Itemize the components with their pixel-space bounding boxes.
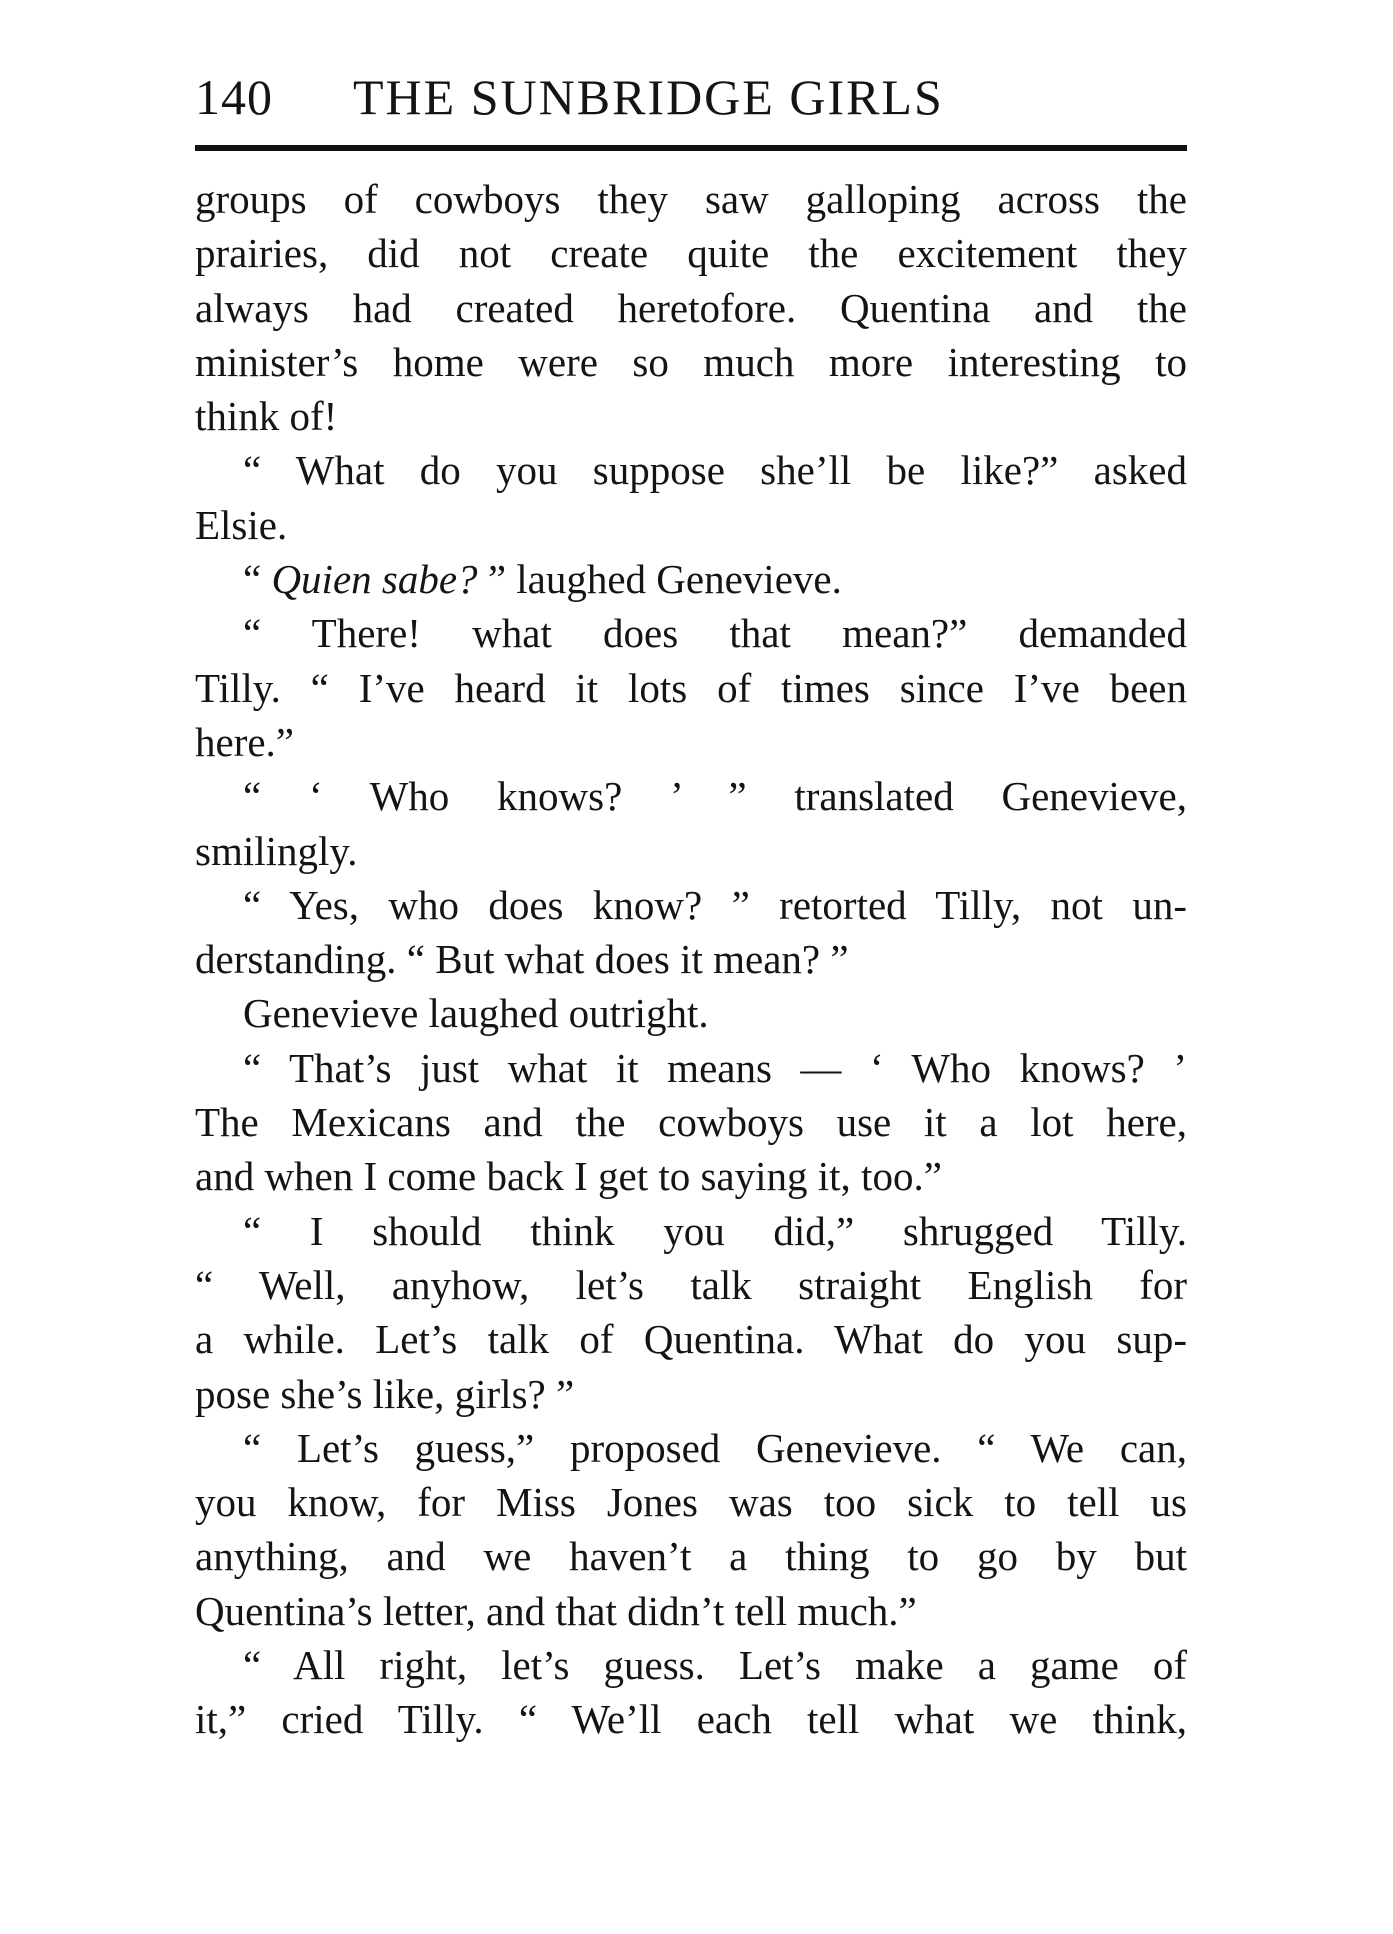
- text-line: you know, for Miss Jones was too sick to tell us: [195, 1479, 1187, 1526]
- text-line: pose she’s like, girls? ”: [195, 1370, 575, 1417]
- text-line: “ What do you suppose she’ll be like?” asked: [243, 447, 1187, 494]
- text-line: here.”: [195, 718, 294, 765]
- text-line: a while. Let’s talk of Quentina. What do you sup-: [195, 1316, 1187, 1363]
- text-line: “ Well, anyhow, let’s talk straight English for: [195, 1261, 1187, 1308]
- text-line: The Mexicans and the cowboys use it a lot here,: [195, 1099, 1187, 1146]
- text-line: “ Let’s guess,” proposed Genevieve. “ We can,: [243, 1424, 1187, 1471]
- page-number: 140: [195, 69, 273, 125]
- text-line: derstanding. “ But what does it mean? ”: [195, 936, 849, 983]
- text-line: “ There! what does that mean?” demanded: [243, 610, 1187, 657]
- text-line: “ Quien sabe? ” laughed Genevieve.: [243, 556, 842, 603]
- text-line: minister’s home were so much more interesting to: [195, 338, 1187, 385]
- text-line: anything, and we haven’t a thing to go by but: [195, 1533, 1187, 1580]
- text-line: Quentina’s letter, and that didn’t tell much.”: [195, 1587, 917, 1634]
- header-rule: [195, 145, 1187, 151]
- spanish-phrase: Quien sabe?: [271, 556, 478, 603]
- text-line: prairies, did not create quite the excitement they: [195, 230, 1187, 277]
- text-line: and when I come back I get to saying it, too.”: [195, 1153, 942, 1200]
- text-line: Elsie.: [195, 501, 288, 548]
- text-line: groups of cowboys they saw galloping across the: [195, 176, 1187, 222]
- text-line: Tilly. “ I’ve heard it lots of times since I’ve been: [195, 664, 1187, 711]
- text-line: smilingly.: [195, 827, 358, 874]
- text-line: it,” cried Tilly. “ We’ll each tell what we think,: [195, 1696, 1187, 1743]
- text-line: “ That’s just what it means — ‘ Who knows? ’: [243, 1044, 1187, 1091]
- text-line: “ Yes, who does know? ” retorted Tilly, not un-: [243, 881, 1187, 928]
- text-line: “ ‘ Who knows? ’ ” translated Genevieve,: [243, 773, 1187, 820]
- text-line: “ I should think you did,” shrugged Tilly.: [243, 1207, 1187, 1254]
- text-line: “ All right, let’s guess. Let’s make a game of: [243, 1642, 1187, 1689]
- running-head: [195, 62, 1187, 132]
- text-line: always had created heretofore. Quentina and the: [195, 284, 1187, 331]
- body-text: [195, 172, 1187, 1747]
- text-line: think of!: [195, 393, 338, 440]
- book-title: THE SUNBRIDGE GIRLS: [353, 69, 944, 125]
- text-line: Genevieve laughed outright.: [243, 990, 709, 1037]
